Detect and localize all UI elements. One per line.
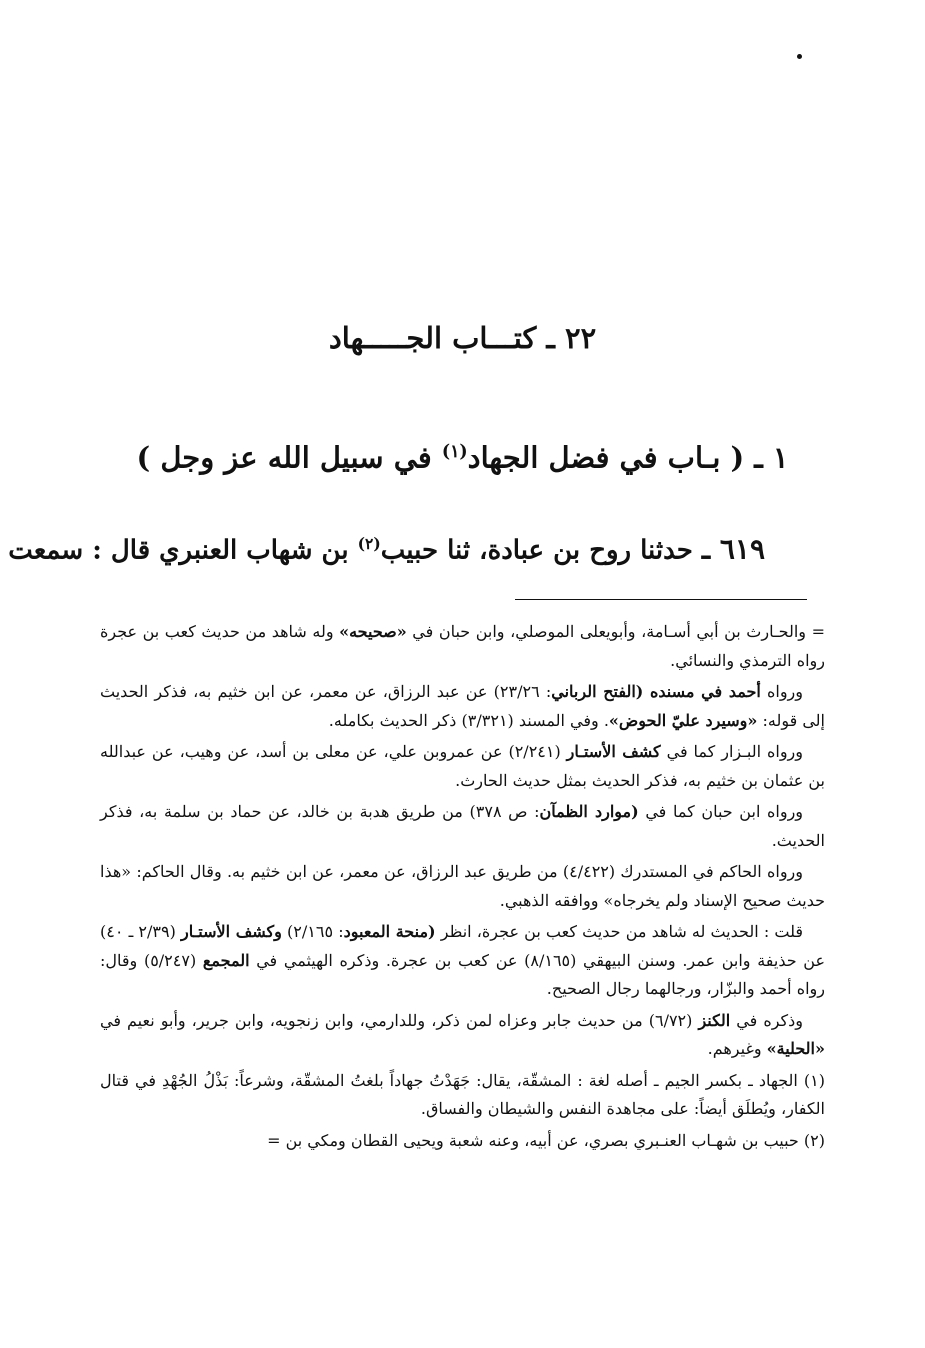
footnote-text: : ص ٣٧٨) من طريق هدبة بن خالد، عن حماد بن سلمة به، فذكر الحديث. — [100, 802, 825, 850]
footnote-text: وذكره في — [730, 1010, 804, 1030]
book-title: ٢٢ ـ كتـــاب الجـــــهاد — [328, 321, 597, 355]
footnote-text: (موارد الظمآن — [539, 802, 639, 821]
footnote-text: ورواه البـزار كما في — [660, 742, 804, 761]
footnote-text: (منحة المعبود — [343, 922, 436, 941]
hadith-number: ٦١٩ ـ — [701, 532, 765, 566]
chapter-heading — [0, 432, 925, 478]
footnote-paragraph — [100, 1127, 825, 1156]
footnote-text: ورواه الحاكم في المستدرك (٤/٤٢٢) من طريق عبد الرزاق، عن معمر، عن ابن خثيم به. وقال الحاكم: «هذا حديث صحيح الإسناد ولم يخرجاه» ووافقه الذهبي. — [100, 862, 825, 910]
footnote-text: «صحيحه» — [339, 622, 407, 641]
footnote-text: الكنز — [698, 1010, 731, 1030]
hadith-text-b: بن شهاب العنبري قال : سمعت — [8, 535, 358, 566]
footnote-text: وكشف الأستـار — [180, 922, 282, 941]
footnote-text: وله شاهد من حديث كعب بن عجرة رواه الترمذي والنسائي. — [100, 622, 825, 670]
footnote-paragraph — [100, 918, 825, 1004]
footnote-text: وغيرهم. — [707, 1039, 767, 1058]
footnote-text: قلت : الحديث له شاهد من حديث كعب بن عجرة، انظر — [435, 922, 804, 941]
footnote-text: المجمع — [202, 950, 250, 970]
footnote-text: (٢/٣٩ ـ ٤٠) عن حذيفة وابن عمر. وسنن البيهقي (٨/١٦٥) عن كعب بن عجرة. وذكره الهيثمي في — [100, 922, 826, 970]
footnote-text: ورواه ابن حبان كما في — [638, 802, 804, 821]
hadith-text-a: حدثنا روح بن عبادة، ثنا حبيب — [380, 535, 702, 566]
footnote-text: كشف الأستـار — [566, 742, 661, 761]
chapter-label-end: في سبيل الله عز وجل ) — [136, 440, 442, 475]
footnote-text: «وسيرد عليّ الحوض» — [608, 710, 758, 730]
hadith-text — [8, 522, 765, 573]
footnote-paragraph — [100, 798, 825, 855]
footnote-ref-2: (٢) — [357, 534, 381, 553]
footnote-text: (١) الجهاد ـ بكسر الجيم ـ أصله لغة : المشقّة، يقال: جَهَدْتُ جهاداً بلغتُ المشقّة، وشرعاً: بَذْلُ الجُهْدِ في قتال الكفار، ويُطلَق أيضاً: على مجاهدة النفس والشيطان والفساق. — [100, 1070, 825, 1118]
footnote-text: (٢/٢٤١) عن عمروبن علي، عن معلى بن أسد، عن وهيب، عن عبدالله بن عثمان بن خثيم به، فذكر الحديث بمثل حديث الحارث. — [100, 742, 825, 790]
footnote-text: . وفي المسند (٣/٣٢١) ذكر الحديث بكامله. — [328, 710, 609, 730]
footnote-paragraph — [100, 678, 825, 735]
footnote-text: ورواه — [760, 682, 804, 701]
footnote-paragraph — [100, 858, 825, 915]
footnote-text: = والحـارث بن أبي أسـامة، وأبويعلى الموصلي، وابن حبان في — [406, 622, 825, 641]
footnote-paragraph — [100, 618, 825, 675]
footnote-separator — [515, 599, 807, 600]
footnote-paragraph — [100, 1007, 825, 1064]
footnote-text: : ٢/١٦٥) — [281, 922, 344, 941]
footnote-text: : ٢٣/٢٦) عن عبد الرزاق، عن معمر، عن ابن خثيم به، فذكر الحديث إلى قوله: — [100, 682, 825, 730]
page-mark — [797, 54, 802, 59]
chapter-label: ١ ـ ( بـاب في فضل الجهاد — [467, 440, 789, 475]
footnote-ref-1: (١) — [441, 442, 468, 462]
footnote-text: (٥/٢٤٧) وقال: رواه أحمد والبزّار، ورجالهما رجال الصحيح. — [100, 950, 825, 998]
footnote-text: «الحلية» — [766, 1039, 825, 1058]
footnote-paragraph — [100, 1067, 825, 1124]
footnote-text: (٢) حبيب بن شهـاب العنـبري بصري، عن أبيه، وعنه شعبة ويحيى القطان ومكي بن = — [267, 1130, 825, 1150]
footnote-text: أحمد في مسنده (الفتح الرباني — [551, 682, 761, 701]
footnote-text: (٦/٧٢) من حديث جابر وعزاه لمن ذكر، وللدارمي، وابن زنجويه، وابن جرير، وأبو نعيم في — [100, 1010, 699, 1030]
footnote-paragraph — [100, 738, 825, 795]
footnotes — [100, 618, 825, 1158]
